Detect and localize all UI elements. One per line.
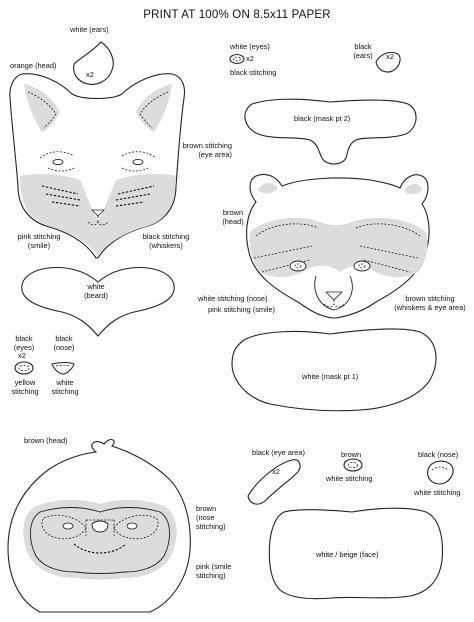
fox-head-piece bbox=[10, 74, 185, 258]
fox-beard-piece bbox=[22, 268, 174, 336]
raccoon-mask-1-label: white (mask pt 1) bbox=[302, 372, 359, 381]
sloth-nose-piece-label: black (nose) bbox=[418, 450, 459, 459]
raccoon-smile-label: pink stitching (smile) bbox=[208, 305, 275, 314]
raccoon-head-label: brown (head) bbox=[222, 208, 244, 226]
fox-whiskers-label: black stitching (whiskers) bbox=[142, 232, 190, 250]
sloth-head-label: brown (head) bbox=[24, 436, 68, 445]
fox-ears-count: x2 bbox=[86, 70, 94, 79]
fox-eyes-piece-count: x2 bbox=[18, 351, 26, 360]
sloth-eye-piece bbox=[344, 459, 362, 471]
sloth-smile-label: pink (smile stitching) bbox=[196, 562, 232, 580]
sloth-nose-label: brown (nose stitching) bbox=[196, 504, 226, 531]
raccoon-mask-1-piece bbox=[232, 329, 436, 411]
raccoon-mask-2-piece bbox=[245, 99, 416, 164]
fox-head-label: orange (head) bbox=[10, 61, 57, 70]
raccoon-ears-label: black (ears) bbox=[353, 42, 373, 60]
sloth-face-label: white / beige (face) bbox=[316, 550, 379, 559]
raccoon-eye-piece bbox=[230, 55, 244, 64]
sloth-nose-stitch-label: white stitching bbox=[414, 488, 461, 497]
fox-eyes-piece-label: black (eyes) bbox=[13, 334, 35, 352]
raccoon-nose-stitch-label: white stitching (nose) bbox=[198, 294, 268, 303]
fox-nose-piece bbox=[52, 363, 74, 375]
sloth-eyes-stitch-label: white stitching bbox=[326, 474, 373, 483]
fox-eye-piece bbox=[15, 362, 33, 374]
fox-beard-label: white (beard) bbox=[84, 282, 108, 300]
raccoon-eyes-label: white (eyes) bbox=[230, 42, 270, 51]
fox-smile-label: pink stitching (smile) bbox=[17, 232, 61, 250]
fox-ears-label: white (ears) bbox=[70, 25, 109, 34]
fox-nose-piece-label: black (nose) bbox=[53, 334, 75, 352]
fox-nose-stitch-label: white stitching bbox=[51, 378, 79, 396]
raccoon-eyes-count: x2 bbox=[246, 54, 254, 63]
raccoon-ears-count: x2 bbox=[386, 52, 394, 61]
sloth-eye-area-label: black (eye area) bbox=[252, 448, 305, 457]
sloth-head-piece bbox=[8, 440, 190, 612]
fox-eyes-stitch-label: yellow stitching bbox=[11, 378, 39, 396]
raccoon-mask-2-label: black (mask pt 2) bbox=[294, 114, 351, 123]
raccoon-whiskers-label: brown stitching (whiskers & eye area) bbox=[394, 294, 466, 312]
sloth-eyes-label: brown bbox=[341, 450, 362, 459]
raccoon-eyes-stitch-label: black stitching bbox=[230, 68, 277, 77]
sloth-nose-piece bbox=[428, 461, 453, 484]
page-title: PRINT AT 100% ON 8.5x11 PAPER bbox=[143, 9, 331, 21]
fox-eye-area-label: brown stitching (eye area) bbox=[182, 141, 232, 159]
sloth-eye-area-count: x2 bbox=[272, 467, 280, 476]
